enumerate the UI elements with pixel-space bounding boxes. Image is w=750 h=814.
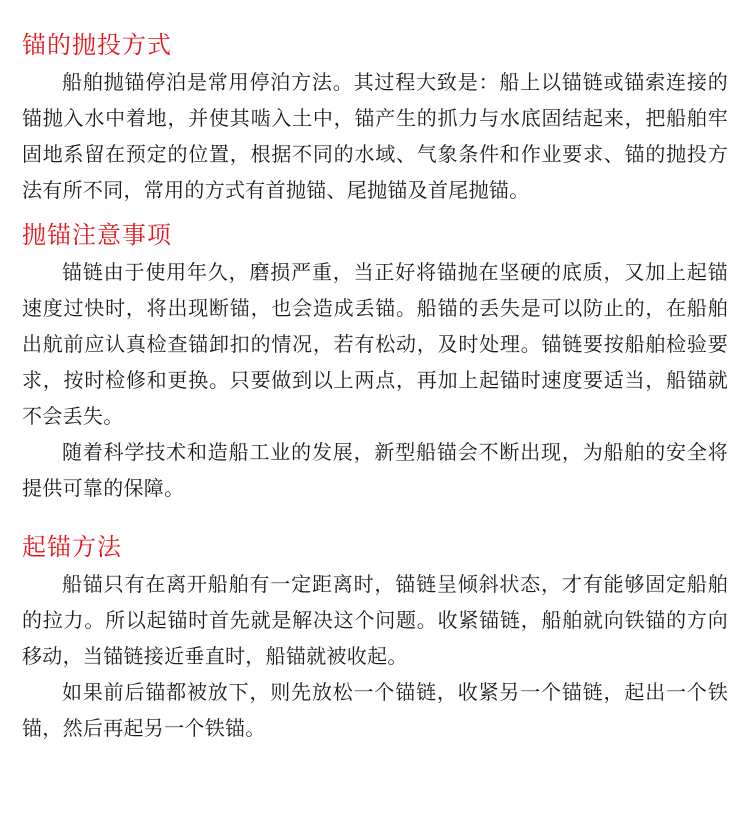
section-anchoring-precautions (22, 218, 728, 506)
paragraph: 锚链由于使用年久，磨损严重，当正好将锚抛在坚硬的底质，又加上起锚速度过快时，将出现断锚，也会造成丢锚。船锚的丢失是可以防止的，在船舶出航前应认真检查锚卸扣的情况，若有松动，及时处理。锚链要按船舶检验要求，按时检修和更换。只要做到以上两点，再加上起锚时速度要适当，船锚就不会丢失。 (22, 260, 728, 428)
section-title: 起锚方法 (22, 533, 122, 561)
paragraph: 船舶抛锚停泊是常用停泊方法。其过程大致是：船上以锚链或锚索连接的锚抛入水中着地，并使其啮入土中，锚产生的抓力与水底固结起来，把船舶牢固地系留在预定的位置，根据不同的水域、气象条件和作业要求、锚的抛投方法有所不同，常用的方式有首抛锚、尾抛锚及首尾抛锚。 (22, 70, 728, 202)
paragraph: 如果前后锚都被放下，则先放松一个锚链，收紧另一个锚链，起出一个铁锚，然后再起另一个铁锚。 (22, 680, 728, 740)
paragraph: 船锚只有在离开船舶有一定距离时，锚链呈倾斜状态，才有能够固定船舶的拉力。所以起锚时首先就是解决这个问题。收紧锚链，船舶就向铁锚的方向移动，当锚链接近垂直时，船锚就被收起。 (22, 572, 728, 668)
section-title: 锚的抛投方式 (22, 31, 172, 59)
section-weighing-anchor (22, 530, 728, 746)
paragraph: 随着科学技术和造船工业的发展，新型船锚会不断出现，为船舶的安全将提供可靠的保障。 (22, 440, 728, 500)
section-title: 抛锚注意事项 (22, 221, 172, 249)
section-anchor-methods (22, 28, 728, 208)
